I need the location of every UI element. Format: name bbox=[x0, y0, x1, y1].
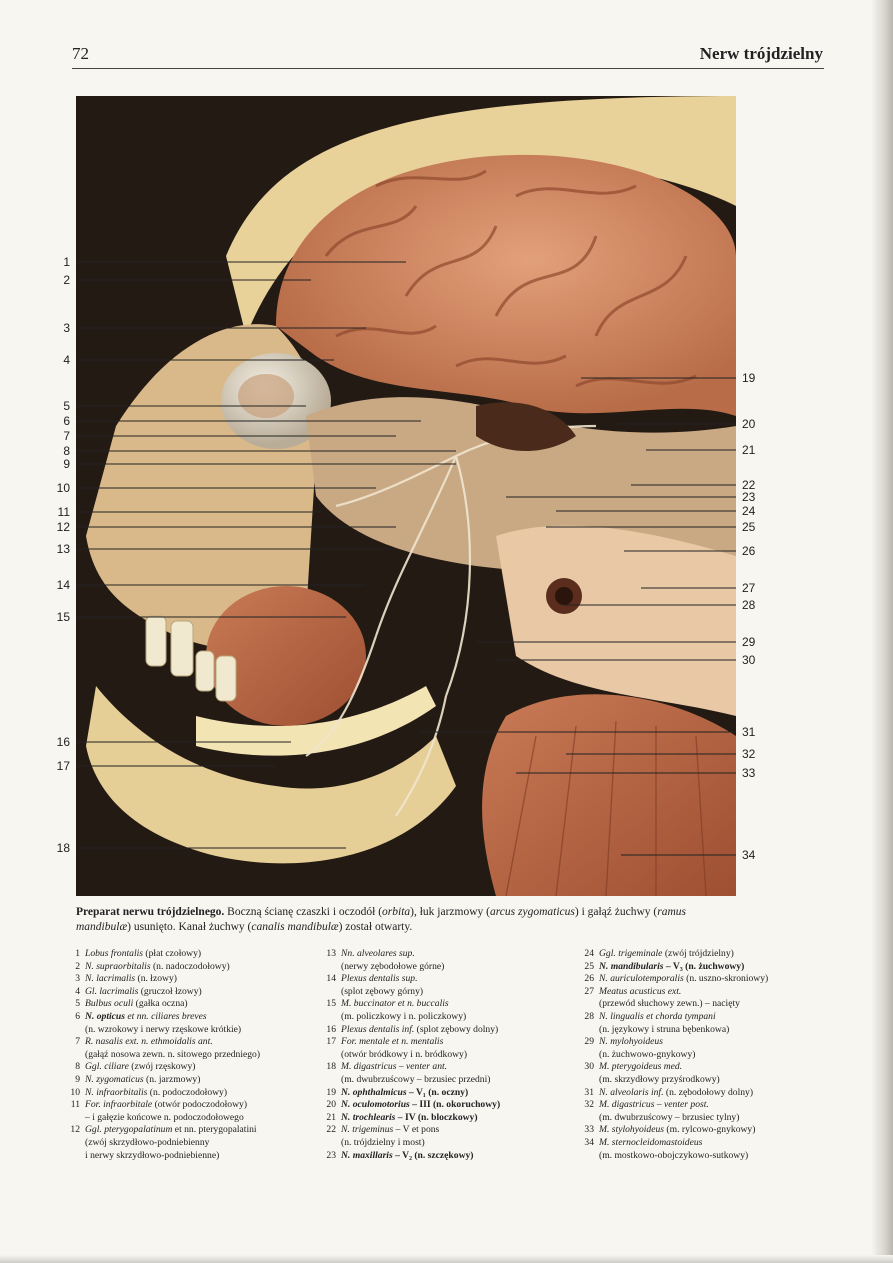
legend-item bbox=[62, 961, 322, 974]
legend-line bbox=[341, 1124, 580, 1137]
legend-line bbox=[341, 948, 580, 961]
legend-number: 8 bbox=[75, 1061, 80, 1073]
dissection-illustration bbox=[76, 96, 736, 896]
figure-label-number: 19 bbox=[742, 371, 756, 385]
legend-item bbox=[62, 1087, 322, 1100]
legend-translation: (m. policzkowy i n. policzkowy) bbox=[341, 1010, 467, 1022]
figure-label-number: 15 bbox=[56, 610, 70, 624]
legend-item bbox=[576, 1137, 834, 1162]
legend-latin-term: Plexus dentalis sup. bbox=[341, 973, 418, 985]
legend-line bbox=[85, 1074, 322, 1087]
header-rule bbox=[72, 68, 824, 69]
legend-latin-term: N. supraorbitalis bbox=[85, 960, 151, 972]
legend-translation: – IV (n. bloczkowy) bbox=[395, 1111, 478, 1123]
legend-line bbox=[85, 986, 322, 999]
legend-translation: (zwój trójdzielny) bbox=[662, 948, 734, 959]
legend-number: 22 bbox=[326, 1124, 336, 1136]
caption-text: ) usunięto. Kanał żuchwy ( bbox=[127, 921, 252, 933]
legend-body bbox=[599, 1036, 834, 1061]
legend-item bbox=[318, 1036, 580, 1061]
legend-body bbox=[341, 948, 580, 973]
legend-number: 25 bbox=[584, 960, 594, 972]
legend-body bbox=[85, 986, 322, 999]
legend-item bbox=[62, 973, 322, 986]
legend-number: 4 bbox=[75, 985, 80, 997]
legend-body bbox=[85, 1061, 322, 1074]
legend-latin-term: M. buccinator et n. buccalis bbox=[341, 998, 449, 1010]
legend-body bbox=[85, 1011, 322, 1036]
legend-number: 26 bbox=[584, 973, 594, 985]
figure-label-number: 34 bbox=[742, 848, 756, 862]
legend-number: 2 bbox=[75, 960, 80, 972]
legend-line bbox=[341, 1036, 580, 1049]
legend-line bbox=[599, 973, 834, 986]
legend-number: 13 bbox=[326, 948, 336, 959]
legend-translation: (n. łzowy) bbox=[135, 973, 177, 985]
legend-item bbox=[576, 1099, 834, 1124]
legend-number: 34 bbox=[584, 1136, 594, 1148]
legend-latin-term: Plexus dentalis inf. bbox=[341, 1023, 415, 1035]
legend-number: 1 bbox=[75, 948, 80, 959]
legend-body bbox=[341, 1036, 580, 1061]
legend-latin-term: N. zygomaticus bbox=[85, 1073, 144, 1085]
legend-body bbox=[599, 1087, 834, 1100]
legend-number: 28 bbox=[584, 1010, 594, 1022]
figure-label-number: 6 bbox=[63, 414, 70, 428]
legend-line bbox=[85, 998, 322, 1011]
legend-line bbox=[341, 1061, 580, 1074]
legend-item bbox=[62, 1011, 322, 1036]
legend-translation: (m. dwubrzuścowy – brzusiec tylny) bbox=[599, 1111, 740, 1123]
legend-latin-term: Nn. alveolares sup. bbox=[341, 948, 415, 959]
legend-latin-term: Ggl. ciliare bbox=[85, 1061, 129, 1073]
legend-body bbox=[341, 998, 580, 1023]
figure-label-number: 31 bbox=[742, 725, 756, 739]
legend-line bbox=[341, 1087, 580, 1100]
legend-line bbox=[85, 1124, 322, 1137]
legend-line bbox=[599, 961, 834, 974]
legend-item bbox=[318, 1024, 580, 1037]
legend-item bbox=[62, 1036, 322, 1061]
legend-body bbox=[341, 1150, 580, 1163]
legend-line bbox=[85, 973, 322, 986]
legend-latin-term: Lobus frontalis bbox=[85, 948, 144, 959]
legend-item bbox=[576, 1011, 834, 1036]
legend-translation: (n. jarzmowy) bbox=[143, 1073, 201, 1085]
legend-latin-term: N. ophthalmicus bbox=[341, 1086, 407, 1098]
legend-column-3 bbox=[576, 948, 834, 1162]
legend-translation: (n. podoczodołowy) bbox=[147, 1086, 228, 1098]
legend-item bbox=[318, 1087, 580, 1100]
legend-translation: et nn. pterygopalatini bbox=[172, 1124, 257, 1136]
legend-translation: (n. zębodołowy dolny) bbox=[663, 1086, 754, 1098]
legend-item bbox=[318, 1061, 580, 1086]
legend-item bbox=[576, 1061, 834, 1086]
legend-item bbox=[318, 998, 580, 1023]
legend-line bbox=[341, 1150, 580, 1163]
legend-latin-term: N. opticus bbox=[85, 1010, 125, 1022]
legend-number: 33 bbox=[584, 1124, 594, 1136]
legend-translation: (m. mostkowo-obojczykowo-sutkowy) bbox=[599, 1149, 749, 1161]
legend-body bbox=[599, 973, 834, 986]
legend-latin-term: N. maxillaris bbox=[341, 1149, 393, 1161]
legend-latin-term: N. lingualis et chorda tympani bbox=[599, 1010, 716, 1022]
figure-label-number: 8 bbox=[63, 444, 70, 458]
figure-label-number: 21 bbox=[742, 443, 756, 457]
caption-term: canalis mandibulæ bbox=[251, 921, 339, 933]
legend-number: 15 bbox=[326, 998, 336, 1010]
figure-caption bbox=[76, 905, 736, 935]
legend-number: 21 bbox=[326, 1111, 336, 1123]
legend-body bbox=[85, 998, 322, 1011]
legend-item bbox=[318, 1124, 580, 1149]
legend-latin-term: N. mylohyoideus bbox=[599, 1036, 663, 1048]
legend-translation: (otwór podoczodołowy) bbox=[152, 1099, 248, 1111]
legend-latin-term: M. stylohyoideus bbox=[599, 1124, 665, 1136]
figure-label-number: 28 bbox=[742, 598, 756, 612]
legend-line bbox=[85, 1011, 322, 1024]
legend-latin-term: M. pterygoideus med. bbox=[599, 1061, 683, 1073]
legend-latin-term: N. mandibularis bbox=[599, 960, 664, 972]
legend-line bbox=[599, 1099, 834, 1112]
legend-translation: (gałka oczna) bbox=[133, 998, 188, 1010]
legend-line bbox=[599, 986, 834, 999]
legend-number: 27 bbox=[584, 985, 594, 997]
legend-line bbox=[599, 1061, 834, 1074]
legend-translation: (n. wzrokowy i nerwy rzęskowe krótkie) bbox=[85, 1023, 242, 1035]
legend-number: 7 bbox=[75, 1036, 80, 1048]
legend-translation: (gruczoł łzowy) bbox=[138, 985, 202, 997]
legend-latin-term: For. mentale et n. mentalis bbox=[341, 1036, 444, 1048]
caption-title: Preparat nerwu trójdzielnego. bbox=[76, 906, 225, 918]
legend-line bbox=[85, 961, 322, 974]
figure-label-number: 23 bbox=[742, 490, 756, 504]
figure-label-number: 5 bbox=[63, 399, 70, 413]
legend-item bbox=[62, 948, 322, 961]
figure-label-number: 13 bbox=[56, 542, 70, 556]
legend-body bbox=[599, 1099, 834, 1124]
legend-number: 19 bbox=[326, 1086, 336, 1098]
legend-latin-term: For. infraorbitale bbox=[85, 1099, 153, 1111]
legend-item bbox=[318, 1112, 580, 1125]
legend-number: 23 bbox=[326, 1149, 336, 1161]
legend-translation: i nerwy skrzydłowo-podniebienne) bbox=[85, 1149, 220, 1161]
legend-line bbox=[599, 1124, 834, 1137]
legend-latin-term: N. infraorbitalis bbox=[85, 1086, 148, 1098]
legend-line bbox=[341, 1024, 580, 1037]
legend-line bbox=[85, 1099, 322, 1112]
legend-latin-term: R. nasalis ext. n. ethmoidalis ant. bbox=[85, 1036, 213, 1048]
legend-line bbox=[341, 973, 580, 986]
legend-latin-term: M. digastricus – venter ant. bbox=[341, 1061, 448, 1073]
page-edge-shadow bbox=[871, 0, 893, 1263]
legend-number: 29 bbox=[584, 1036, 594, 1048]
figure-label-number: 3 bbox=[63, 321, 70, 335]
figure-label-number: 1 bbox=[63, 255, 70, 269]
legend-translation: (m. dwubrzuścowy – brzusiec przedni) bbox=[341, 1073, 491, 1085]
caption-text: ) został otwarty. bbox=[338, 921, 413, 933]
legend-latin-term: N. oculomotorius bbox=[341, 1099, 410, 1111]
legend-body bbox=[341, 1099, 580, 1112]
figure-label-number: 32 bbox=[742, 747, 756, 761]
legend-body bbox=[599, 1061, 834, 1086]
legend-number: 9 bbox=[75, 1073, 80, 1085]
legend-number: 14 bbox=[326, 973, 336, 985]
figure-label-number: 29 bbox=[742, 635, 756, 649]
legend-latin-term: N. auriculotemporalis bbox=[599, 973, 684, 985]
legend-item bbox=[62, 1061, 322, 1074]
legend-body bbox=[85, 973, 322, 986]
legend-body bbox=[85, 1087, 322, 1100]
legend-body bbox=[341, 973, 580, 998]
legend-number: 3 bbox=[75, 973, 80, 985]
legend-translation: (n. trójdzielny i most) bbox=[341, 1136, 425, 1148]
legend-translation: (n. żuchwowo-gnykowy) bbox=[599, 1048, 696, 1060]
legend-item bbox=[62, 1074, 322, 1087]
legend-body bbox=[341, 1124, 580, 1149]
legend-translation: (płat czołowy) bbox=[143, 948, 202, 959]
legend-body bbox=[599, 1011, 834, 1036]
legend-latin-term: M. sternocleidomastoideus bbox=[599, 1136, 703, 1148]
caption-term: orbita bbox=[382, 906, 411, 918]
legend-body bbox=[85, 1124, 322, 1162]
anatomy-photograph bbox=[76, 96, 736, 896]
legend-translation: – V₂ (n. szczękowy) bbox=[392, 1149, 474, 1161]
legend-latin-term: M. digastricus – venter post. bbox=[599, 1099, 709, 1111]
legend-body bbox=[599, 961, 834, 974]
page-bottom-shadow bbox=[0, 1255, 893, 1263]
legend-body bbox=[599, 986, 834, 1011]
legend-line bbox=[599, 1036, 834, 1049]
legend-item bbox=[576, 948, 834, 961]
figure-label-number: 12 bbox=[56, 520, 70, 534]
legend-body bbox=[341, 1087, 580, 1100]
figure-label-number: 11 bbox=[57, 505, 70, 519]
legend-translation: (zwój skrzydłowo-podniebienny bbox=[85, 1136, 210, 1148]
legend-item bbox=[62, 986, 322, 999]
legend-number: 30 bbox=[584, 1061, 594, 1073]
legend-item bbox=[318, 948, 580, 973]
figure-label-number: 22 bbox=[742, 478, 756, 492]
legend-number: 17 bbox=[326, 1036, 336, 1048]
legend-body bbox=[599, 1124, 834, 1137]
legend-body bbox=[85, 1099, 322, 1124]
page-number: 72 bbox=[72, 44, 89, 63]
legend-translation: (n. uszno-skroniowy) bbox=[683, 973, 769, 985]
legend-line bbox=[599, 1137, 834, 1150]
legend-translation: (n. językowy i struna bębenkowa) bbox=[599, 1023, 730, 1035]
legend-column-1 bbox=[62, 948, 322, 1162]
legend-number: 6 bbox=[75, 1010, 80, 1022]
legend-body bbox=[85, 1036, 322, 1061]
figure-label-number: 18 bbox=[56, 841, 70, 855]
legend-number: 18 bbox=[326, 1061, 336, 1073]
legend-number: 10 bbox=[70, 1086, 80, 1098]
legend-translation: (splot zębowy dolny) bbox=[414, 1023, 499, 1035]
legend-translation: (przewód słuchowy zewn.) – nacięty bbox=[599, 998, 740, 1010]
legend-item bbox=[576, 961, 834, 974]
legend-item bbox=[576, 1036, 834, 1061]
legend-latin-term: Gl. lacrimalis bbox=[85, 985, 139, 997]
figure-label-number: 9 bbox=[63, 457, 70, 471]
legend-body bbox=[85, 1074, 322, 1087]
legend-translation: (m. rylcowo-gnykowy) bbox=[664, 1124, 756, 1136]
legend-line bbox=[599, 948, 834, 961]
legend-translation: – i gałęzie końcowe n. podoczodołowego bbox=[85, 1111, 244, 1123]
figure-label-number: 4 bbox=[63, 353, 70, 367]
legend-body bbox=[341, 1112, 580, 1125]
legend-latin-term: Ggl. pterygopalatinum bbox=[85, 1124, 173, 1136]
legend-latin-term: et nn. ciliares breves bbox=[124, 1010, 207, 1022]
legend-line bbox=[341, 1099, 580, 1112]
caption-text: ) i gałąź żuchwy ( bbox=[574, 906, 658, 918]
caption-text: Boczną ścianę czaszki i oczodół ( bbox=[224, 906, 383, 918]
legend-latin-term: N. trigeminus bbox=[341, 1124, 394, 1136]
legend-translation: (otwór bródkowy i n. bródkowy) bbox=[341, 1048, 468, 1060]
legend-number: 16 bbox=[326, 1023, 336, 1035]
legend-latin-term: N. lacrimalis bbox=[85, 973, 136, 985]
legend-item bbox=[62, 998, 322, 1011]
legend-item bbox=[576, 1087, 834, 1100]
figure-label-number: 24 bbox=[742, 504, 756, 518]
legend-number: 32 bbox=[584, 1099, 594, 1111]
page-header-title: Nerw trójdzielny bbox=[699, 44, 823, 63]
legend-translation: (zwój rzęskowy) bbox=[128, 1061, 196, 1073]
legend-item bbox=[62, 1124, 322, 1162]
figure-label-number: 16 bbox=[56, 735, 70, 749]
figure-label-number: 26 bbox=[742, 544, 756, 558]
figure-label-number: 20 bbox=[742, 417, 756, 431]
legend-latin-term: Ggl. trigeminale bbox=[599, 948, 663, 959]
legend-number: 31 bbox=[584, 1086, 594, 1098]
figure-label-number: 25 bbox=[742, 520, 756, 534]
legend-item bbox=[576, 973, 834, 986]
legend-number: 24 bbox=[584, 948, 594, 959]
caption-term: ramus mandibulæ bbox=[76, 906, 687, 933]
legend-line bbox=[85, 1061, 322, 1074]
legend-translation: (splot zębowy górny) bbox=[341, 985, 424, 997]
legend-number: 5 bbox=[75, 998, 80, 1010]
legend-line bbox=[341, 1112, 580, 1125]
legend-translation: – V₁ (n. oczny) bbox=[406, 1086, 469, 1098]
figure-label-number: 7 bbox=[63, 429, 70, 443]
legend-translation: (gałąź nosowa zewn. n. sitowego przedniego) bbox=[85, 1048, 261, 1060]
legend-number: 12 bbox=[70, 1124, 80, 1136]
legend-body bbox=[85, 948, 322, 961]
legend-latin-term: Bulbus oculi bbox=[85, 998, 134, 1010]
legend-body bbox=[341, 1061, 580, 1086]
legend-item bbox=[318, 973, 580, 998]
legend-line bbox=[85, 1036, 322, 1049]
legend-line bbox=[85, 1087, 322, 1100]
legend-translation: – III (n. okoruchowy) bbox=[409, 1099, 501, 1111]
legend-item bbox=[576, 986, 834, 1011]
legend-item bbox=[318, 1099, 580, 1112]
legend-body bbox=[599, 948, 834, 961]
figure-label-number: 10 bbox=[56, 481, 70, 495]
legend-item bbox=[62, 1099, 322, 1124]
figure-label-number: 14 bbox=[56, 578, 70, 592]
legend-latin-term: N. trochlearis bbox=[341, 1111, 396, 1123]
legend-latin-term: Meatus acusticus ext. bbox=[599, 985, 682, 997]
legend-translation: – V₃ (n. żuchwowy) bbox=[663, 960, 745, 972]
legend-line bbox=[599, 1087, 834, 1100]
legend-latin-term: N. alveolaris inf. bbox=[599, 1086, 664, 1098]
figure-label-number: 30 bbox=[742, 653, 756, 667]
legend-body bbox=[85, 961, 322, 974]
legend-translation: (nerwy zębodołowe górne) bbox=[341, 960, 445, 972]
legend-line bbox=[85, 948, 322, 961]
legend-translation: (n. nadoczodołowy) bbox=[150, 960, 230, 972]
legend-body bbox=[341, 1024, 580, 1037]
legend-item bbox=[318, 1150, 580, 1163]
figure-label-number: 17 bbox=[56, 759, 70, 773]
legend-number: 20 bbox=[326, 1099, 336, 1111]
caption-term: arcus zygomaticus bbox=[490, 906, 575, 918]
legend-body bbox=[599, 1137, 834, 1162]
legend-line bbox=[341, 998, 580, 1011]
legend-column-2 bbox=[318, 948, 580, 1162]
caption-text: ), łuk jarzmowy ( bbox=[410, 906, 490, 918]
figure-label-number: 27 bbox=[742, 581, 756, 595]
legend-number: 11 bbox=[70, 1099, 80, 1111]
legend-translation: – V et pons bbox=[393, 1124, 440, 1136]
figure-label-number: 2 bbox=[63, 273, 70, 287]
legend-line bbox=[599, 1011, 834, 1024]
legend-translation: (m. skrzydłowy przyśrodkowy) bbox=[599, 1073, 720, 1085]
legend-item bbox=[576, 1124, 834, 1137]
figure-label-number: 33 bbox=[742, 766, 756, 780]
